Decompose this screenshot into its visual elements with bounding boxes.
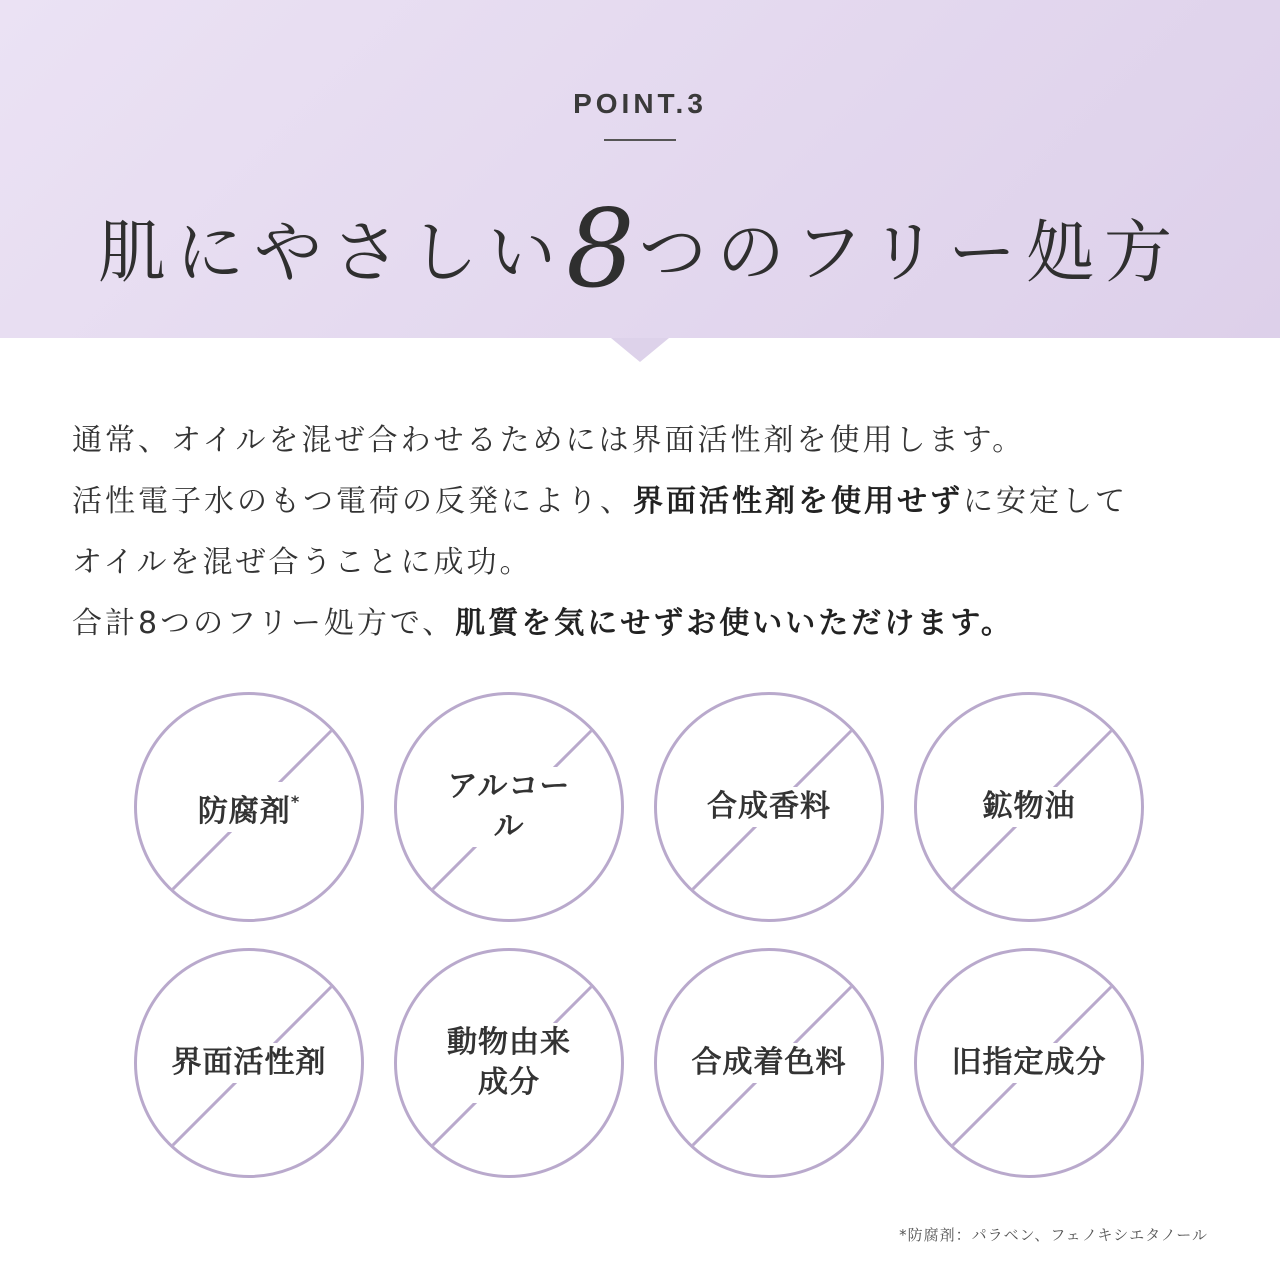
free-item-circle xyxy=(394,692,624,922)
free-item-text: 鉱物油 xyxy=(983,787,1076,827)
line2-bold: 界面活性剤を使用せず xyxy=(633,484,963,519)
free-item-label xyxy=(917,951,1141,1175)
title-after: つのフリー処方 xyxy=(638,214,1182,293)
line4-bold: 肌質を気にせずお使いいただけます。 xyxy=(455,606,1014,641)
description-line-4 xyxy=(72,593,1222,654)
description-line-1 xyxy=(72,410,1222,471)
section-title xyxy=(0,187,1280,312)
free-item-text: 界面活性剤 xyxy=(172,1043,327,1083)
free-item-text: 旧指定成分 xyxy=(952,1043,1107,1083)
title-number: 8 xyxy=(566,187,639,312)
free-item-text: 合成着色料 xyxy=(692,1043,847,1083)
free-item-label xyxy=(397,695,621,919)
footnote: *防腐剤：パラベン、フェノキシエタノール xyxy=(899,1226,1208,1244)
title-before: 肌にやさしい xyxy=(97,214,566,293)
free-item-label xyxy=(137,951,361,1175)
free-item-label xyxy=(657,695,881,919)
free-item-text: 防腐剤 xyxy=(198,792,291,832)
free-item-circle xyxy=(134,692,364,922)
free-item-text: 動物由来成分 xyxy=(443,1023,575,1103)
line1-text: 通常、オイルを混ぜ合わせるためには界面活性剤を使用します。 xyxy=(72,423,1026,458)
free-item-circle xyxy=(394,948,624,1178)
description-line-2 xyxy=(72,471,1222,532)
point-label: POINT.3 xyxy=(573,88,707,119)
free-item-circle xyxy=(654,692,884,922)
line4-pre: 合計8つのフリー処方で、 xyxy=(72,606,456,641)
header-notch xyxy=(611,338,669,362)
free-item-label xyxy=(397,951,621,1175)
point-underline xyxy=(604,139,676,141)
free-item-circle xyxy=(914,948,1144,1178)
description-line-3 xyxy=(72,532,1222,593)
free-item-text: アルコール xyxy=(434,767,584,847)
free-item-circle xyxy=(134,948,364,1178)
footnote-mark: * xyxy=(290,792,301,811)
free-items-grid xyxy=(134,692,1148,1182)
line3-text: オイルを混ぜ合うことに成功。 xyxy=(72,545,533,580)
line2-post: に安定して xyxy=(963,484,1128,519)
description xyxy=(72,410,1222,654)
free-item-circle xyxy=(654,948,884,1178)
free-item-label xyxy=(917,695,1141,919)
free-item-label xyxy=(137,695,361,919)
free-item-label xyxy=(657,951,881,1175)
free-item-circle xyxy=(914,692,1144,922)
free-item-text: 合成香料 xyxy=(707,787,831,827)
line2-pre: 活性電子水のもつ電荷の反発により、 xyxy=(72,484,633,519)
